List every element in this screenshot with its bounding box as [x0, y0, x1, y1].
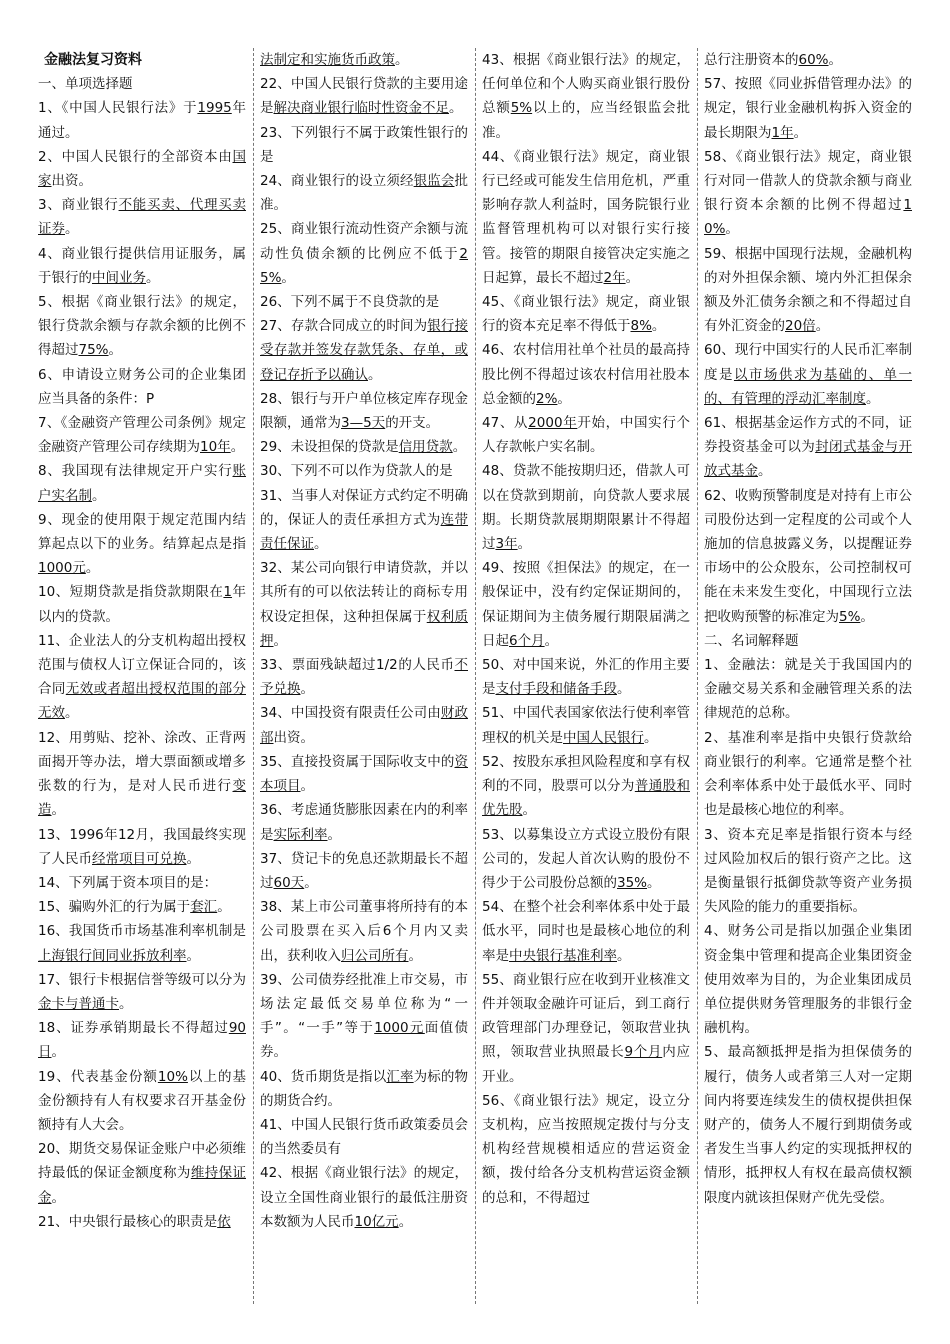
question-text: 17、银行卡根据信誉等级可以分为	[38, 971, 246, 988]
question-text: 21、中央银行最核心的职责是	[38, 1213, 218, 1230]
question-text: 二、名词解释题	[704, 632, 799, 649]
question-item	[260, 290, 468, 314]
question-text: 60、现行中国实行的人民币汇率制度是	[704, 342, 912, 383]
answer-text: 普通股和优先股	[482, 778, 690, 819]
question-item	[260, 1065, 468, 1113]
question-item	[260, 895, 468, 968]
answer-text: 法制定和实施货币政策	[260, 52, 395, 68]
question-text: 面值债券。	[260, 1020, 468, 1061]
question-text: 45、《商业银行法》规定，商业银行的资本充足率不得低于	[482, 294, 690, 335]
question-text: 9、现金的使用限于规定范围内结算起点以下的业务。结算起点是指	[38, 511, 246, 553]
question-item	[482, 895, 690, 968]
question-text: 。	[300, 778, 314, 795]
question-item	[38, 1065, 246, 1138]
question-item	[260, 701, 468, 749]
answer-text: 60%	[798, 52, 829, 68]
question-item	[38, 580, 246, 628]
answer-text: 1年	[771, 124, 794, 141]
question-item	[38, 1137, 246, 1210]
answer-text: 25%	[260, 245, 468, 286]
question-item	[38, 726, 246, 823]
question-text: 47、从	[482, 415, 529, 432]
question-text: 。	[625, 269, 640, 286]
question-text: 。	[304, 874, 318, 891]
question-item	[482, 411, 690, 459]
question-text: 35、直接投资属于国际收支中的	[260, 753, 455, 770]
answer-text: 10%	[704, 197, 912, 238]
question-item	[482, 653, 690, 701]
question-text: 39、公司债券经批准上市交易，市场法定最低交易单位称为“一手”。“一手”等于	[260, 971, 468, 1037]
question-item	[704, 653, 912, 726]
question-text: 总行注册资本的	[704, 52, 799, 68]
question-text: 25、商业银行流动性资产余额与流动性负债余额的比例应不低于	[260, 221, 468, 262]
question-text: 。	[92, 487, 106, 504]
column-1-items	[38, 72, 246, 1234]
question-item	[482, 556, 690, 653]
question-item	[38, 411, 246, 459]
question-item	[38, 72, 246, 96]
question-item	[482, 750, 690, 823]
question-text: 。	[522, 802, 536, 819]
question-text: 49、按照《担保法》的规定，在一般保证中，没有约定保证期间的，保证期间为主债务履行期限届满之日起	[482, 560, 690, 649]
question-text: 20、期货交易保证金账户中必须维持最低的保证金额度称为	[38, 1141, 246, 1182]
column-2-items	[260, 48, 468, 1234]
question-text: 7、《金融资产管理公司条例》规定金融资产管理公司存续期为	[38, 415, 246, 456]
question-text: 年通过。	[38, 100, 246, 141]
question-text: 。	[273, 632, 287, 649]
question-item	[38, 145, 246, 193]
question-text: 61、根据基金运作方式的不同，证券投资基金可以为	[704, 415, 912, 456]
question-item	[260, 798, 468, 846]
question-text: 。	[65, 221, 79, 238]
question-text: 。	[617, 681, 631, 698]
document-title: 金融法复习资料	[44, 52, 142, 68]
question-text: 32、某公司向银行申请贷款，并以其所有的可以依法转让的商标专用权设定担保，这种担保属于	[260, 560, 468, 625]
question-item	[38, 871, 246, 895]
answer-text: 2%	[536, 390, 558, 407]
question-text: 29、未设担保的贷款是	[260, 439, 399, 456]
answer-text: 中央银行基准利率	[509, 947, 617, 964]
question-text: 出资。	[273, 729, 314, 746]
question-text: 5、最高额抵押是指为担保债务的履行，债务人或者第三人对一定期间内将要连续发生的债权提供担保财产的，债务人不履行到期债务或者发生当事人约定的实现抵押权的情形，抵押权人有权在最高债权额限度内就该担保财产优先受偿。	[704, 1044, 912, 1206]
answer-text: 以市场供求为基础的、单一的、有管理的浮动汇率制度	[704, 366, 912, 407]
question-text: 46、农村信用社单个社员的最高持股比例不得超过该农村信用社股本总金额的	[482, 342, 690, 407]
question-text: 19、代表基金份额	[38, 1068, 158, 1085]
question-text: 22、中国人民银行贷款的主要用途是	[260, 76, 468, 117]
column-4-items	[704, 48, 912, 1210]
question-text: 57、按照《同业拆借管理办法》的规定，银行业金融机构拆入资金的最长期限为	[704, 76, 912, 141]
question-item	[704, 411, 912, 484]
question-text: 1、金融法：就是关于我国国内的金融交易关系和金融管理关系的法律规范的总称。	[704, 657, 912, 722]
question-text: 33、票面残缺超过1/2的人民币	[260, 657, 455, 674]
answer-text: 权利质押	[260, 608, 468, 649]
answer-text: 套汇	[190, 899, 218, 916]
answer-text: 不能买卖、代理买卖证券	[38, 197, 246, 238]
question-item	[704, 242, 912, 339]
question-item	[704, 1040, 912, 1209]
question-item	[38, 363, 246, 411]
question-text: 。	[860, 608, 874, 625]
question-item	[38, 919, 246, 967]
question-text: 。	[65, 705, 79, 722]
answer-text: 经常项目可兑换	[92, 850, 187, 867]
question-item	[38, 242, 246, 290]
question-text: 14、下列属于资本项目的是：	[38, 874, 218, 891]
answer-text: 3年	[495, 536, 518, 553]
question-item	[38, 968, 246, 1016]
question-text: 62、收购预警制度是对持有上市公司股份达到一定程度的公司或个人施加的信息披露义务，以提醒证券市场中的公众股东，公司控制权可能在未来发生变化，中国现行立法把收购预警的标准定为	[704, 487, 912, 625]
column-2	[260, 48, 468, 1304]
answer-text: 10%	[157, 1068, 188, 1085]
question-item	[482, 459, 690, 556]
question-text: 2、中国人民银行的全部资本由	[38, 148, 233, 165]
question-text: 26、下列不属于不良贷款的是	[260, 294, 440, 311]
question-text: 8、我国现有法律规定开户实行	[38, 463, 233, 480]
question-text: 。	[217, 899, 231, 916]
answer-text: 9个月	[624, 1044, 663, 1061]
answer-text: 90日	[38, 1020, 246, 1061]
question-item	[260, 968, 468, 1065]
question-text: 一、单项选择题	[38, 76, 133, 93]
question-text: 。	[758, 463, 772, 480]
question-text: 1、《中国人民银行法》于	[38, 100, 198, 117]
question-item	[704, 145, 912, 242]
answer-text: 银监会	[413, 173, 455, 190]
column-1	[38, 48, 246, 1304]
answer-text: 1995	[197, 100, 232, 117]
question-text: 。	[146, 269, 160, 286]
question-item	[260, 484, 468, 557]
question-text: 44、《商业银行法》规定，商业银行已经或可能发生信用危机，严重影响存款人利益时，国务院银行业监督管理机构可以对银行实行接管。接管的期限自接管决定实施之日起算，最长不超过	[482, 148, 690, 286]
question-text: 。	[327, 826, 341, 843]
question-text: 3、资本充足率是指银行资本与经过风险加权后的银行资产之比。这是衡量银行抵御贷款等资产业务损失风险的能力的重要指标。	[704, 826, 912, 916]
question-text: 。	[544, 632, 559, 649]
question-text: 52、按股东承担风险程度和享有权利的不同，股票可以分为	[482, 753, 690, 795]
question-item	[482, 1089, 690, 1210]
question-text: 6、申请设立财务公司的企业集团应当具备的条件：P	[38, 366, 246, 407]
question-text: 50、对中国来说，外汇的作用主要是	[482, 657, 690, 698]
question-text: 58、《商业银行法》规定，商业银行对同一借款人的贷款余额与商业银行资本余额的比例不得超过	[704, 148, 912, 214]
question-text: 12、用剪贴、挖补、涂改、正背两面揭开等办法，增大票面额或增多张数的行为，是对人民币进行	[38, 729, 246, 795]
question-item	[704, 726, 912, 823]
question-text: 36、考虑通货膨胀因素在内的利率是	[260, 802, 468, 843]
question-text: 53、以募集设立方式设立股份有限公司的，发起人首次认购的股份不得少于公司股份总额的	[482, 826, 690, 891]
question-item	[260, 653, 468, 701]
question-text: 的开支。	[385, 415, 440, 432]
question-text: 41、中国人民银行货币政策委员会的当然委员有	[260, 1116, 468, 1158]
answer-text: 中间业务	[92, 269, 146, 286]
answer-text: 归公司所有	[341, 947, 409, 964]
answer-text: 5%	[839, 608, 861, 625]
question-item	[38, 193, 246, 241]
question-text: 。	[793, 124, 808, 141]
question-text: 。	[866, 390, 880, 407]
question-text: 56、《商业银行法》规定，设立分支机构，应当按照规定拨付与分支机构经营规模相适应的营运资金额，拨付给各分支机构营运资金额的总和，不得超过	[482, 1092, 690, 1206]
question-item	[704, 823, 912, 920]
question-text: 15、骗购外汇的行为属于	[38, 899, 191, 916]
question-text: 。	[517, 536, 532, 553]
question-text: 。	[449, 100, 463, 117]
answer-text: 汇率	[386, 1068, 414, 1085]
question-item	[704, 338, 912, 411]
answer-text: 2年	[603, 269, 626, 286]
question-item	[482, 968, 690, 1089]
answer-text: 解决商业银行临时性资金不足	[273, 100, 449, 117]
column-3	[482, 48, 690, 1304]
question-text: 内应开业。	[482, 1044, 690, 1085]
question-item	[482, 48, 690, 145]
question-item	[260, 435, 468, 459]
answer-text: 2000年	[528, 415, 578, 432]
question-item	[38, 629, 246, 726]
question-text: 。	[452, 439, 467, 456]
question-item	[260, 1113, 468, 1161]
question-text: 30、下列不可以作为贷款人的是	[260, 463, 453, 480]
question-item	[260, 217, 468, 290]
question-text: 以上的基金份额持有人有权要求召开基金份额持有人大会。	[38, 1068, 246, 1133]
answer-text: 账户实名制	[38, 463, 246, 504]
question-item	[704, 48, 912, 72]
question-text: 43、根据《商业银行法》的规定，任何单位和个人购买商业银行股份总额	[482, 52, 690, 117]
question-text: 以上的，应当经银监会批准。	[482, 100, 690, 141]
question-item	[260, 459, 468, 483]
column-4	[704, 48, 912, 1304]
question-text: 。	[51, 1044, 65, 1061]
answer-text: 75%	[78, 342, 109, 359]
question-text: 。	[651, 318, 666, 335]
question-text: 55、商业银行应在收到开业核准文件并领取金融许可证后，到工商行政管理部门办理登记，领取营业执照，领取营业执照最长	[482, 971, 690, 1061]
question-text: 4、商业银行提供信用证服务，属于银行的	[38, 245, 246, 286]
answer-text: 资本项目	[260, 753, 468, 795]
question-text: 23、下列银行不属于政策性银行的是	[260, 124, 468, 165]
question-item	[482, 338, 690, 411]
answer-text: 8%	[630, 318, 652, 335]
answer-text: 20倍	[785, 318, 816, 335]
question-text: 13、1996年12月，我国最终实现了人民币	[38, 826, 246, 867]
question-text: 59、根据中国现行法规，金融机构的对外担保余额、境内外汇担保余额及外汇债务余额之和不得超过自有外汇资金的	[704, 245, 912, 335]
question-text: 。	[395, 52, 409, 68]
question-text: 。	[230, 439, 245, 456]
question-text: 28、银行与开户单位核定库存现金限额，通常为	[260, 390, 468, 432]
question-item	[260, 556, 468, 653]
question-item	[260, 387, 468, 435]
question-item	[38, 1210, 246, 1234]
question-text: 24、商业银行的设立须经	[260, 173, 414, 190]
question-item	[260, 1161, 468, 1234]
question-item	[38, 96, 246, 144]
question-text: 。	[815, 318, 830, 335]
question-text: 。	[617, 947, 631, 964]
question-text: 48、贷款不能按期归还，借款人可以在贷款到期前，向贷款人要求展期。长期贷款展期期限累计不得超过	[482, 463, 690, 553]
question-text: 。	[85, 560, 100, 577]
answer-text: 国家	[38, 148, 246, 190]
question-text: 。	[644, 729, 658, 746]
answer-text: 无效或者超出授权范围的部分无效	[38, 681, 246, 722]
question-item	[38, 1016, 246, 1064]
question-item	[38, 459, 246, 507]
question-item	[482, 290, 690, 338]
question-item	[260, 121, 468, 169]
question-text: 。	[408, 947, 422, 964]
question-text: 4、财务公司是指以加强企业集团资金集中管理和提高企业集团资金使用效率为目的，为企业集团成员单位提供财务管理服务的非银行金融机构。	[704, 923, 912, 1037]
question-text: 。	[725, 221, 739, 238]
question-text: 11、企业法人的分支机构超出授权范围与债权人订立保证合同的，该合同	[38, 632, 246, 698]
question-item	[260, 169, 468, 217]
answer-text: 1000元	[38, 560, 86, 577]
answer-text: 封闭式基金与开放式基金	[704, 439, 912, 480]
question-text: 37、贷记卡的免息还款期最长不超过	[260, 850, 468, 891]
column-divider	[475, 48, 476, 1304]
answer-text: 6个月	[509, 632, 545, 649]
question-item	[704, 629, 912, 653]
question-text: 38、某上市公司董事将所持有的本公司股票在买入后6个月内又卖出，获利收入	[260, 899, 468, 964]
question-text: 。	[108, 342, 123, 359]
question-text: 。	[281, 269, 295, 286]
question-item	[704, 72, 912, 145]
answer-text: 信用贷款	[398, 439, 453, 456]
question-text: 。	[828, 52, 843, 68]
question-text: 16、我国货币市场基准利率机制是	[38, 923, 246, 940]
question-text: 18、证券承销期最长不得超过	[38, 1020, 229, 1037]
answer-text: 10亿元	[354, 1213, 399, 1230]
question-item	[38, 823, 246, 871]
answer-text: 中国人民银行	[563, 729, 644, 746]
question-item	[482, 823, 690, 896]
question-text: 。	[398, 1213, 413, 1230]
answer-text: 依	[217, 1213, 231, 1230]
question-item	[260, 314, 468, 387]
column-divider	[697, 48, 698, 1304]
question-text: 开始，中国实行个人存款帐户实名制。	[482, 415, 690, 456]
question-text: 。	[51, 1189, 65, 1206]
answer-text: 支付手段和储备手段	[495, 681, 617, 698]
question-text: 为标的物的期货合约。	[260, 1068, 468, 1109]
question-item	[38, 290, 246, 363]
question-item	[260, 847, 468, 895]
question-text: 出资。	[51, 173, 92, 190]
answer-text: 5%	[510, 100, 533, 117]
question-text: 批准。	[260, 173, 468, 214]
question-text: 34、中国投资有限责任公司由	[260, 705, 441, 722]
question-text: 。	[51, 802, 65, 819]
question-text: 27、存款合同成立的时间为	[260, 318, 428, 335]
column-3-items	[482, 48, 690, 1210]
question-item	[482, 701, 690, 749]
question-item	[704, 919, 912, 1040]
answer-text: 财政部	[260, 705, 468, 746]
answer-text: 3—5天	[341, 415, 386, 432]
question-text: 年以内的贷款。	[38, 584, 246, 625]
answer-text: 1000元	[374, 1020, 425, 1037]
question-item	[704, 484, 912, 629]
question-text: 。	[300, 681, 314, 698]
question-text: 54、在整个社会利率体系中处于最低水平，同时也是最核心地位的利率是	[482, 899, 690, 964]
question-text: 。	[368, 366, 382, 383]
answer-text: 变造	[38, 778, 246, 819]
column-divider	[253, 48, 254, 1304]
answer-text: 银行接受存款并签发存款凭条、存单，或登记存折予以确认	[260, 318, 468, 383]
answer-text: 1	[223, 584, 233, 601]
question-item	[260, 48, 468, 72]
document-page	[38, 48, 914, 1304]
question-item	[482, 145, 690, 290]
answer-text: 35%	[617, 874, 648, 891]
answer-text: 上海银行间同业拆放利率	[38, 947, 187, 964]
question-text: 10、短期贷款是指贷款期限在	[38, 584, 224, 601]
question-text: 2、基准利率是指中央银行贷款给商业银行的利率。它通常是整个社会利率体系中处于最低水平、同时也是最核心地位的利率。	[704, 729, 912, 819]
answer-text: 连带责任保证	[260, 511, 468, 553]
question-text: 。	[119, 995, 133, 1012]
question-text: 。	[647, 874, 661, 891]
question-item	[38, 895, 246, 919]
answer-text: 实际利率	[273, 826, 328, 843]
question-text: 42、根据《商业银行法》的规定，设立全国性商业银行的最低注册资本数额为人民币	[260, 1165, 468, 1230]
question-text: 。	[314, 536, 328, 553]
question-item	[38, 508, 246, 581]
answer-text: 10年	[200, 439, 231, 456]
question-text: 。	[186, 947, 200, 964]
question-text: 。	[186, 850, 200, 867]
answer-text: 维持保证金	[38, 1165, 246, 1206]
question-text: 31、当事人对保证方式约定不明确的，保证人的责任承担方式为	[260, 487, 468, 528]
question-text: 51、中国代表国家依法行使利率管理权的机关是	[482, 705, 690, 746]
question-item	[260, 750, 468, 798]
question-text: 3、商业银行	[38, 197, 119, 214]
answer-text: 不予兑换	[260, 657, 468, 698]
question-item	[260, 72, 468, 120]
question-text: 。	[557, 390, 571, 407]
question-text: 40、货币期货是指以	[260, 1068, 387, 1085]
answer-text: 金卡与普通卡	[38, 995, 119, 1012]
question-text: 5、根据《商业银行法》的规定，银行贷款余额与存款余额的比例不得超过	[38, 294, 246, 359]
answer-text: 60天	[273, 874, 305, 891]
